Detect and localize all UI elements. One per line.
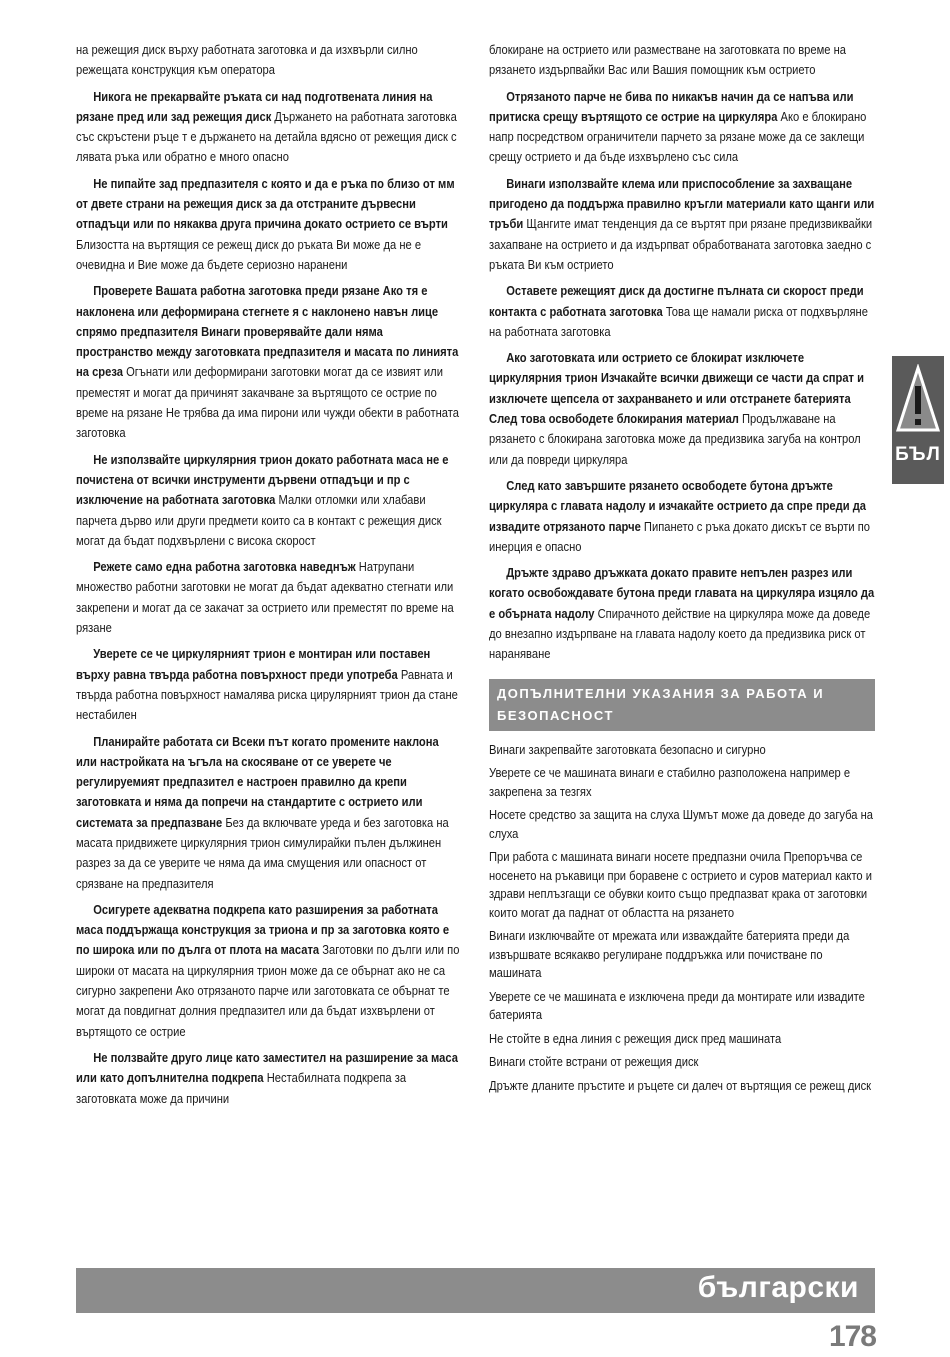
section-heading: ДОПЪЛНИТЕЛНИ УКАЗАНИЯ ЗА РАБОТА И БЕЗОПАСНОСТ	[489, 679, 875, 731]
note-item: Уверете се че машината винаги е стабилно разположена например е закрепена за тезгях	[489, 765, 851, 799]
warning-triangle-icon	[896, 364, 940, 436]
right-column	[489, 40, 875, 1100]
paragraph: Планирайте работата си Всеки път когато промените наклона или настройката на ъгъла на скосяване от се уверете че регулируемият предпазител е настроен правилно да крепи заготовката и няма да попречи на стандартите с острието или системата за предпазване Без да включвате уреда и без заготовка на масата придвижете циркулярния трион симулирайки пълен дължинен разрез за да се уверите че няма да има смущения или опасност от срязване на предпазителя	[76, 733, 449, 891]
footer-language: български	[697, 1271, 859, 1304]
paragraph: Осигурете адекватна подкрепа като разширения за работната маса поддържаща конструкция за триона и пр за заготовка която е по широка или по дълга от плота на масата Заготовки по дълги или по широки от масата на циркулярния трион може да се обърнат ако не са сигурно закрепени Ако отрязаното парче или заготовката се обърнат те могат да повдигнат долния предпазител или да бъдат изхвърлени от въртящото се острие	[76, 901, 460, 1039]
paragraph: Не пипайте зад предпазителя с която и да е ръка по близо от мм от двете страни на режещия диск за да отстраните дървесни отпадъци или по някаква друга причина докато острието се върти Близостта на въртящия се режещ диск до ръката Ви може да не е очевидна и Вие може да бъдете сериозно наранени	[76, 175, 455, 272]
paragraph: Ако заготовката или острието се блокират изключете циркулярния трион Изчакайте всички движещи се части да спрат и изключете щепсела от захранването и или отстранете батерията След това освободете блокирания материал Продължаване на рязането с блокирана заготовка може да предизвика загуба на контрол или да повреди циркуляра	[489, 350, 865, 467]
note-item: Дръжте дланите пръстите и ръцете си далеч от въртящия се режещ диск	[489, 1077, 872, 1093]
language-code: БЪЛ	[895, 444, 941, 465]
paragraph: Режете само една работна заготовка наведнъж Натрупани множество работни заготовки не могат да бъдат адекватно стегнати или закрепени и могат да се закачат за острието или преместят по време на рязане	[76, 559, 454, 636]
page-number: 178	[828, 1320, 876, 1353]
note-item: Винаги закрепвайте заготовката безопасно и сигурно	[489, 741, 766, 757]
paragraph: Дръжте здраво дръжката докато правите непълен разрез или когато освобождавате бутона преди главата на циркуляра изцяло да е обърната надолу Спирачното действие на циркуляра може да доведе до внезапно издърпване на главата надолу което да предизвика риск от нараняване	[489, 565, 875, 662]
paragraph: блокиране на острието или разместване на заготовката по време на рязането издърпвайки Вас или Вашия помощник към острието	[489, 42, 846, 78]
note-item: Уверете се че машината е изключена преди да монтирате или извадите батерията	[489, 988, 865, 1023]
paragraph: Оставете режещият диск да достигне пълната си скорост преди контакта с работната заготовка Това ще намали риска от подхвърляне на работната заготовка	[489, 283, 868, 339]
paragraph: Отрязаното парче не бива по никакъв начин да се напъва или притиска срещу въртящото се острие на циркуляра Ако е блокирано напр посредством ограничители парчето за рязане може да се заклещи срещу острието и да бъде изхвърлено със сила	[489, 88, 867, 165]
paragraph: След като завършите рязането освободете бутона дръжте циркуляра с главата надолу и изчакайте острието да спре преди да извадите отрязаното парче Пипането с ръка докато дискът се върти по инерция е опасно	[489, 477, 870, 554]
paragraph: Никога не прекарвайте ръката си над подготвената линия на рязане пред или зад режещия диск Държането на работната заготовка със скръстени ръце т е държането на детайла вдясно от режещия диск с лявата ръка или обратно е много опасно	[76, 88, 457, 165]
paragraph: Уверете се че циркулярният трион е монтиран или поставен върху равна твърда работна повърхност преди употреба Равната и твърда работна повърхност намалява риска цирулярният трион да стане нестабилен	[76, 646, 458, 723]
paragraph: Не използвайте циркулярния трион докато работната маса не е почистена от всички инструменти дървени отпадъци и пр с изключение на работната заготовка Малки отломки или хлабави парчета дърво или други предмети които са в контакт с режещия диск могат да бъдат подхвърлени с висока скорост	[76, 451, 449, 548]
paragraph: Винаги използвайте клема или приспособление за захващане пригодено да поддържа правилно кръгли материали като щанги или тръби Щангите имат тенденция да се въртят при рязане предизвиквайки захапване на острието и да издърпват обработваната заготовка заедно с ръката Ви към острието	[489, 175, 875, 272]
note-item: Винаги стойте встрани от режещия диск	[489, 1054, 699, 1070]
note-item: Носете средство за защита на слуха Шумът може да доведе до загуба на слуха	[489, 807, 874, 841]
paragraph: Не ползвайте друго лице като заместител на разширение за маса или като допълнителна подкрепа Нестабилната подкрепа за заготовката може да причини	[76, 1049, 458, 1106]
paragraph: на режещия диск върху работната заготовка и да изхвърли силно режещата конструкция към оператора	[76, 42, 418, 78]
language-side-tab	[892, 356, 944, 484]
left-column	[76, 40, 462, 1115]
note-item: Винаги изключвайте от мрежата или изваждайте батерията преди да извършвате всякакво регулиране поддръжка или почистване по машината	[489, 928, 850, 981]
paragraph: Проверете Вашата работна заготовка преди рязане Ако тя е наклонена или деформирана стегнете я с наклонено навън лице спрямо предпазителя Винаги проверявайте дали няма пространство между заготовката предпазителя и масата по линията на среза Огънати или деформирани заготовки могат да се извият или преместят и могат да причинят закачване за въртящото се острие по време на рязане Не трябва да има пирони или чужди обекти в работната заготовка	[76, 283, 459, 441]
note-item: Не стойте в една линия с режещия диск пред машината	[489, 1030, 782, 1046]
note-item: При работа с машината винаги носете предпазни очила Препоръчва се носенето на ръкавици при боравене с острието и суров материал както и здрави неплъзгащи се обувки които също предпазват крака от заготовки които могат да паднат от областта на рязането	[489, 849, 873, 920]
footer-bar	[76, 1268, 875, 1313]
